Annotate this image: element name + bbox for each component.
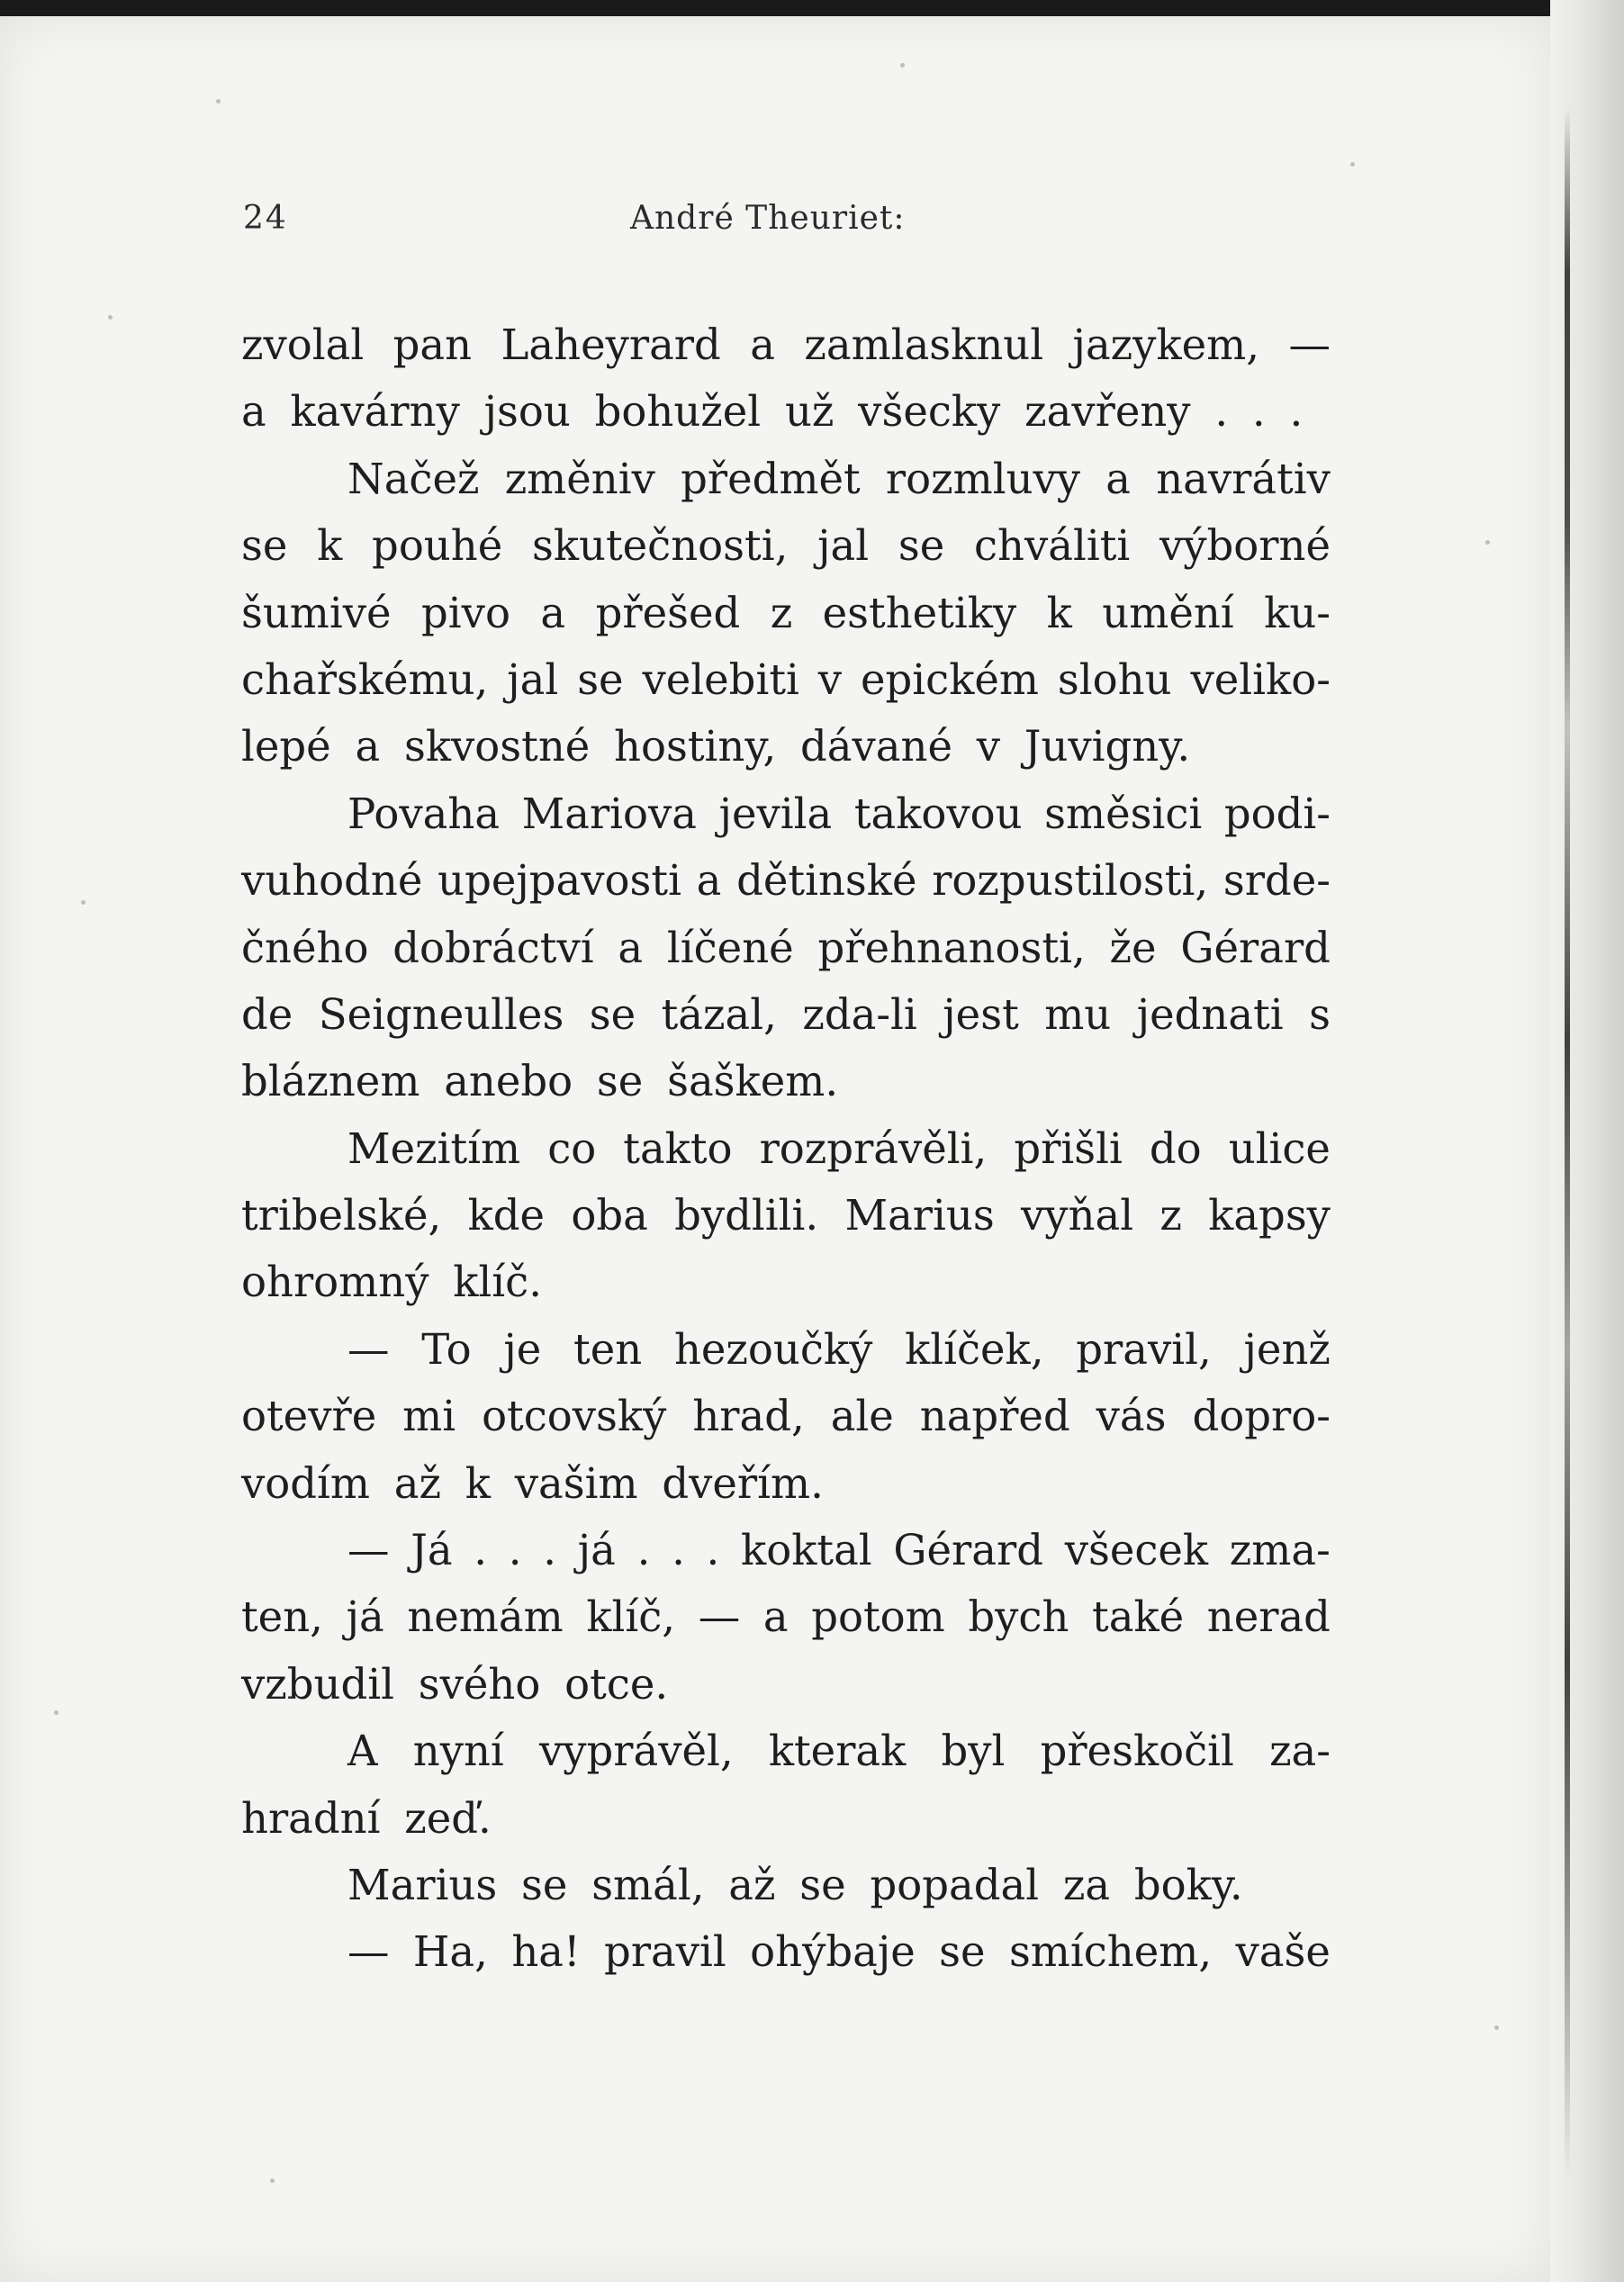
text-line: hradní zeď. xyxy=(241,1793,492,1843)
body-text xyxy=(241,311,1331,1986)
paper-speck xyxy=(270,2178,275,2183)
text-line: — To je ten hezoučký klíček, pravil, jenž xyxy=(347,1324,1331,1374)
text-line: lepé a skvostné hostiny, dávané v Juvigny. xyxy=(241,722,1191,771)
text-line: a kavárny jsou bohužel už všecky zavřeny . . . xyxy=(241,387,1304,437)
page-number: 24 xyxy=(243,200,288,237)
text-line: chařskému, jal se velebiti v epickém slohu veliko- xyxy=(241,654,1331,704)
text-line: de Seigneulles se tázal, zda-li jest mu jednati s xyxy=(241,989,1331,1039)
text-line: vodím až k vašim dveřím. xyxy=(241,1458,824,1508)
text-line: Povaha Mariova jevila takovou směsici podi- xyxy=(347,789,1331,838)
text-line: zvolal pan Laheyrard a zamlasknul jazykem, — xyxy=(241,320,1331,369)
text-line: — Ha, ha! pravil ohýbaje se smíchem, vaše xyxy=(347,1927,1331,1977)
binding-shadow xyxy=(1565,108,1570,2178)
text-line: bláznem anebo se šaškem. xyxy=(241,1057,839,1106)
paper-speck xyxy=(1485,540,1490,545)
text-line: Mezitím co takto rozprávěli, přišli do ulice xyxy=(347,1123,1331,1173)
text-line: tribelské, kde oba bydlili. Marius vyňal z kapsy xyxy=(241,1191,1331,1240)
text-line: — Já . . . já . . . koktal Gérard všecek zma- xyxy=(347,1526,1331,1575)
page-binding-edge xyxy=(1550,0,1624,2282)
text-line: vzbudil svého otce. xyxy=(241,1659,669,1709)
paper-speck xyxy=(108,315,113,320)
page-header xyxy=(243,200,1323,254)
text-line: ohromný klíč. xyxy=(241,1258,543,1307)
text-line: čného dobráctví a líčené přehnanosti, že Gérard xyxy=(241,923,1331,972)
paper-speck xyxy=(1350,162,1355,167)
text-line: se k pouhé skutečnosti, jal se chváliti výborné xyxy=(241,521,1331,571)
paper-speck xyxy=(216,99,221,104)
paper-speck xyxy=(54,1710,59,1715)
text-line: otevře mi otcovský hrad, ale napřed vás dopro- xyxy=(241,1392,1331,1441)
text-line: A nyní vyprávěl, kterak byl přeskočil za- xyxy=(347,1727,1331,1776)
text-line: ten, já nemám klíč, — a potom bych také nerad xyxy=(241,1592,1331,1642)
running-title: André Theuriet: xyxy=(630,200,906,237)
paper-speck xyxy=(81,900,86,905)
paper-speck xyxy=(1494,2025,1499,2030)
paper-speck xyxy=(900,63,905,68)
text-line: Načež změniv předmět rozmluvy a navrátiv xyxy=(347,454,1331,503)
text-line: šumivé pivo a přešed z esthetiky k umění ku- xyxy=(241,588,1331,637)
text-line: Marius se smál, až se popadal za boky. xyxy=(347,1860,1243,1909)
text-line: vuhodné upejpavosti a dětinské rozpustilosti, srde- xyxy=(241,856,1331,906)
